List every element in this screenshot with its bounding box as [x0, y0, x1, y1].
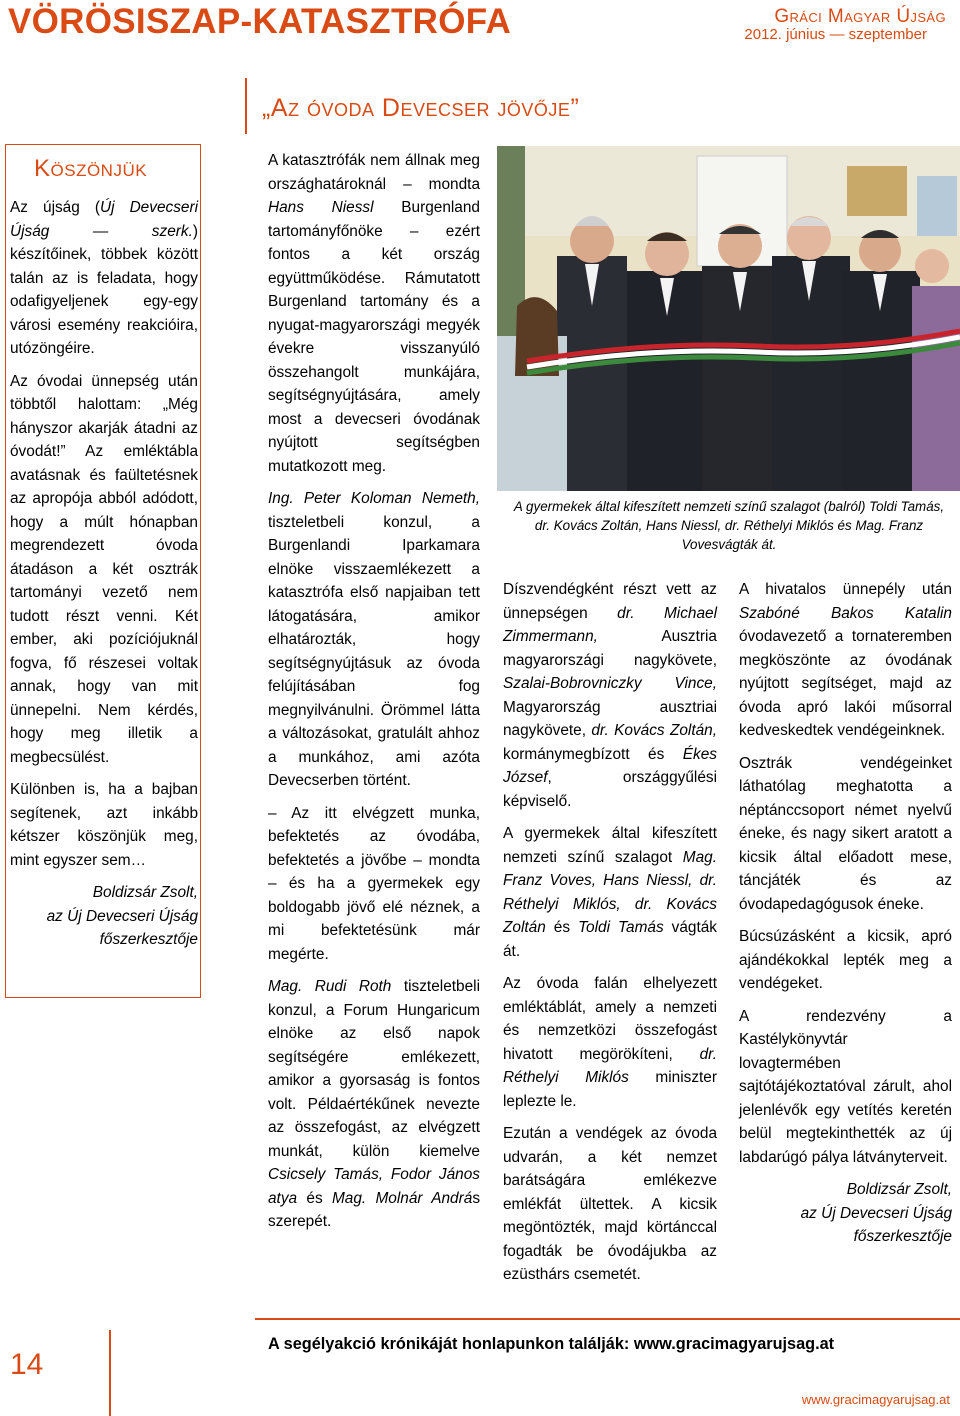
signature-line: az Új Devecseri Újság [46, 907, 198, 925]
footer-promo: A segélyakció krónikáját honlapunkon találják: www.gracimagyarujsag.at [268, 1335, 835, 1353]
issue-date: 2012. június — szeptember [744, 26, 927, 43]
article-title: „Az óvoda Devecser jövője” [262, 94, 580, 122]
ceremony-photo [497, 146, 960, 491]
signature-line: az Új Devecseri Újság [800, 1204, 952, 1222]
footer-divider-vertical [109, 1330, 111, 1416]
article-paragraph: Ing. Peter Koloman Nemeth, tiszteletbeli konzul, a Burgenlandi Iparkamara elnöke visszaemlékezett a katasztrófa első napjaiban tett látogatására, amikor elhatározták, hogy segítségnyújtásuk az óvoda felújításában fog megnyilvánulni. Örömmel látta a változásokat, gratulált ahhoz a munkához, ami azóta Devecserben történt. [268, 490, 480, 789]
publication-name-text: Gráci Magyar Újság [774, 6, 946, 27]
masthead: VÖRÖSISZAP-KATASZTRÓFA [8, 2, 512, 41]
article-paragraph: Díszvendégként részt vett az ünnepségen dr. Michael Zimmermann, Ausztria magyarországi nagykövete, Szalai-Bobrovniczky Vince, Magyarország ausztriai nagykövete, dr. Kovács Zoltán, kormánymegbízott és Ékes József, országgyűlési képviselő. [503, 581, 717, 810]
header-divider [245, 78, 247, 134]
article-paragraph: A rendezvény a Kastélykönyvtár lovagtermében sajtótájékoztatóval zárult, ahol jelenlévők egy vetítés keretén belül megtekinthették az új labdarúgó pálya látványterveit. [739, 1007, 952, 1166]
footer-divider-horizontal [255, 1318, 960, 1320]
publication-name [774, 8, 946, 27]
article-signature [739, 1178, 952, 1249]
thanks-signature [10, 881, 198, 952]
page-number: 14 [10, 1348, 44, 1381]
ceremony-photo-illustration [497, 146, 960, 491]
thanks-paragraph: Az óvodai ünnepség után többtől halottam: „Még hányszor akarják átadni az óvodát!” Az emléktábla avatásnak és faültetésnek az apropója abból adódott, hogy a múlt hónapban megrendezett óvoda átadáson a két osztrák tartományi vezető nem tudott részt venni. Két ember, aki pozíciójuknál fogva, fő részesei voltak annak, hogy van mit ünnepelni. Nem kérdés, hogy meg illetik a megbecsülést. [10, 372, 198, 766]
thanks-paragraph: Különben is, ha a bajban segítenek, azt inkább kétszer köszönjük meg, mint egyszer sem… [10, 781, 198, 869]
article-column-2 [268, 149, 480, 1243]
thanks-paragraph: Az újság (Új Devecseri Újság — szerk.) készítőinek, többek között talán az is feladata, hogy odafigyeljenek egy-egy városi esemény reakcióira, utózöngéire. [10, 199, 198, 357]
signature-line: főszerkesztője [99, 931, 198, 948]
article-paragraph: Mag. Rudi Roth tiszteletbeli konzul, a Forum Hungaricum elnöke az első napok segítségére emlékezett, amikor a gyorsaság is fontos volt. Példaértékűnek nevezte az összefogást, az elvégzett munkát, külön kiemelve Csicsely Tamás, Fodor János atya és Mag. Molnár András szerepét. [268, 978, 481, 1230]
article-paragraph: A katasztrófák nem állnak meg országhatároknál – mondta Hans Niessl Burgenland tartományfőnöke – ezért fontos a két ország együttműködése. Rámutatott Burgenland tartomány és a nyugat-magyarországi megyék évekre visszanyúló összehangolt munkájára, segítségnyújtására, amely most a devecseri óvodának nyújtott segítségben mutatkozott meg. [268, 152, 480, 475]
article-column-3 [503, 578, 717, 1296]
signature-line: Boldizsár Zsolt, [92, 884, 198, 901]
thanks-title: Köszönjük [34, 155, 148, 182]
signature-line: Boldizsár Zsolt, [846, 1181, 952, 1198]
article-paragraph: A hivatalos ünnepély után Szabóné Bakos Katalin óvodavezető a tornateremben megköszönte az óvodának nyújtott segítséget, majd az óvoda apró lakói műsorral kedveskedtek vendégeinknek. [739, 581, 952, 739]
article-paragraph: Ezután a vendégek az óvoda udvarán, a két nemzet barátságára emlékezve emlékfát ültettek. A kicsik megöntözték, majd körtánccal fogadták be óvodájukba az ezüsthárs csemetét. [503, 1125, 717, 1283]
signature-line: főszerkesztője [853, 1228, 952, 1245]
article-paragraph: A gyermekek által kifeszített nemzeti színű szalagot Mag. Franz Voves, Hans Niessl, dr. Réthelyi Miklós, dr. Kovács Zoltán és Toldi Tamás vágták át. [503, 825, 717, 960]
thanks-text [10, 196, 198, 952]
photo-caption: A gyermekek által kifeszített nemzeti színű szalagot (balról) Toldi Tamás, dr. Kovács Zoltán, Hans Niessl, dr. Réthelyi Miklós és Mag. Franz Vovesvágták át. [513, 499, 945, 552]
article-column-4 [739, 578, 952, 1249]
article-paragraph: Búcsúzásként a kicsik, apró ajándékokkal lepték meg a vendégeket. [739, 928, 952, 992]
footer-url-link[interactable]: www.gracimagyarujsag.at [801, 1392, 950, 1407]
article-paragraph: Az óvoda falán elhelyezett emléktáblát, amely a nemzeti és nemzetközi összefogást hivatott megörökíteni, dr. Réthelyi Miklós miniszter leplezte le. [503, 975, 717, 1110]
article-paragraph: – Az itt elvégzett munka, befektetés az óvodába, befektetés a jövőbe – mondta – és ha a gyermekek egy boldogabb jövő elé néznek, a mi befektetésünk már megérte. [268, 804, 480, 963]
article-paragraph: Osztrák vendégeinket láthatólag meghatotta a néptánccsoport német nyelvű éneke, és nagy sikert aratott a kicsik által előadott mese, táncjáték és az óvodapedagógusok éneke. [739, 754, 952, 913]
